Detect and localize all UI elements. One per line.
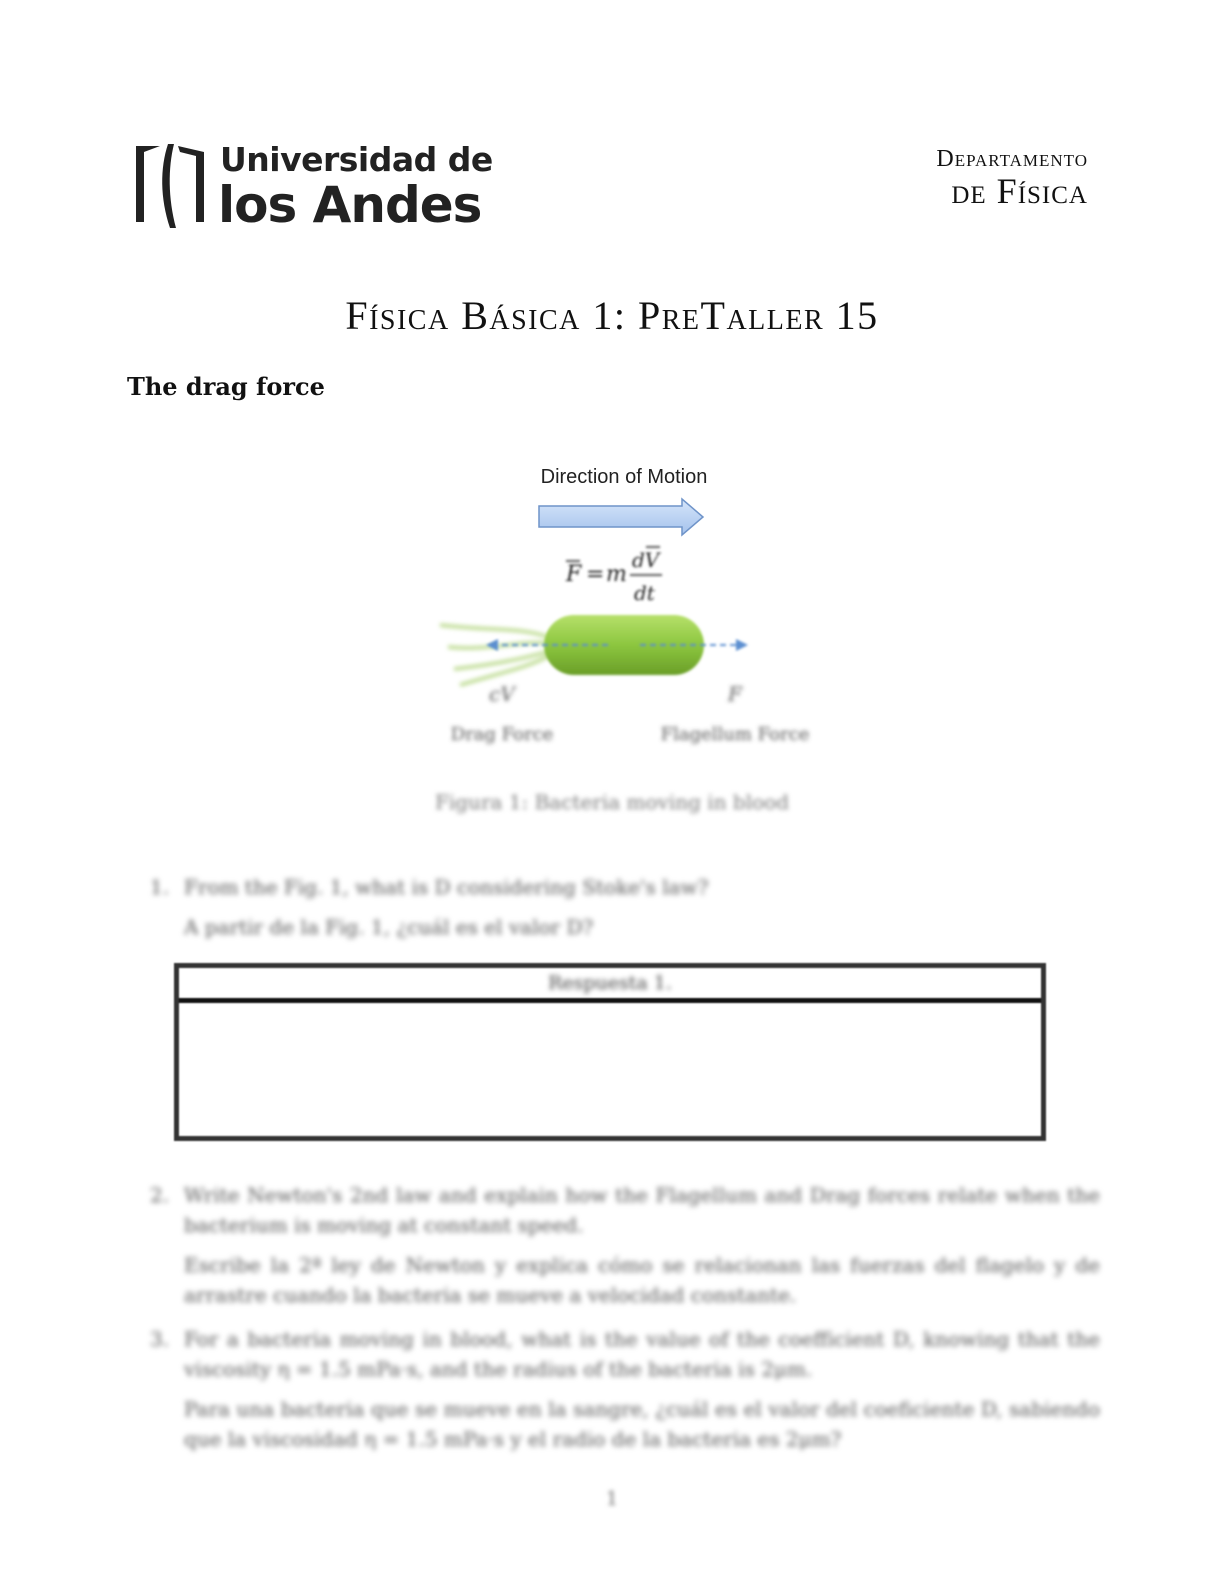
force-labels [451, 682, 810, 745]
answer-box[interactable] [174, 963, 1046, 1141]
svg-text:F: F [566, 562, 582, 587]
university-logo [130, 138, 493, 238]
answer-box-header: Respuesta 1. [179, 968, 1041, 1003]
svg-text:dV: dV [632, 548, 660, 572]
flagella [440, 625, 550, 685]
svg-text:=: = [586, 562, 605, 587]
question-text-es: Escribe la 2ª ley de Newton y explica cómo se relacionan las fuerzas del flagelo y de arrastre cuando la bacteria se mueve a velocidad constante. [184, 1253, 1100, 1307]
document-title: Física Básica 1: PreTaller 15 [345, 293, 879, 338]
question-number: 2. [150, 1183, 170, 1207]
question-3 [150, 1324, 1100, 1464]
logo-text-line2: los Andes [218, 176, 482, 234]
question-number: 3. [150, 1327, 170, 1351]
svg-text:m: m [606, 562, 627, 587]
question-number: 1. [150, 875, 170, 899]
question-text-es: A partir de la Fig. 1, ¿cuál es el valor D? [184, 915, 594, 939]
section-title: The drag force [127, 372, 325, 401]
department-line1: Departamento [936, 146, 1088, 172]
drag-force-label: Drag Force [450, 724, 554, 745]
question-2 [150, 1180, 1100, 1320]
question-text-en: From the Fig. 1, what is D considering Stoke's law? [184, 875, 709, 899]
svg-text:cV: cV [489, 682, 515, 706]
figure-caption: Figura 1: Bacteria moving in blood [434, 790, 789, 814]
logo-text-line1: Universidad de [220, 140, 493, 179]
question-text-en: For a bacteria moving in blood, what is the value of the coefficient D, knowing that the viscosity η = 1.5 mPa·s, and the radius of the bacteria is 2μm. [184, 1327, 1100, 1381]
bacteria-figure [420, 455, 840, 755]
svg-text:dt: dt [634, 581, 655, 605]
question-1 [150, 872, 1100, 952]
department-name [936, 146, 1088, 209]
question-text-es: Para una bacteria que se mueve en la sangre, ¿cuál es el valor del coeficiente D, sabiendo que la viscosidad η = 1.5 mPa·s y el radio de la bacteria es 2μm? [184, 1397, 1100, 1451]
direction-label: Direction of Motion [540, 466, 708, 488]
page-number: 1 [605, 1486, 619, 1510]
newton-equation [565, 547, 662, 605]
department-line2: de Física [951, 171, 1088, 211]
uniandes-logo-icon [130, 138, 210, 234]
flagellum-force-label: Flagellum Force [660, 724, 810, 745]
direction-arrow [539, 499, 703, 535]
question-text-en: Write Newton's 2nd law and explain how the Flagellum and Drag forces relate when the bacterium is moving at constant speed. [184, 1183, 1100, 1237]
svg-text:F: F [728, 682, 742, 706]
